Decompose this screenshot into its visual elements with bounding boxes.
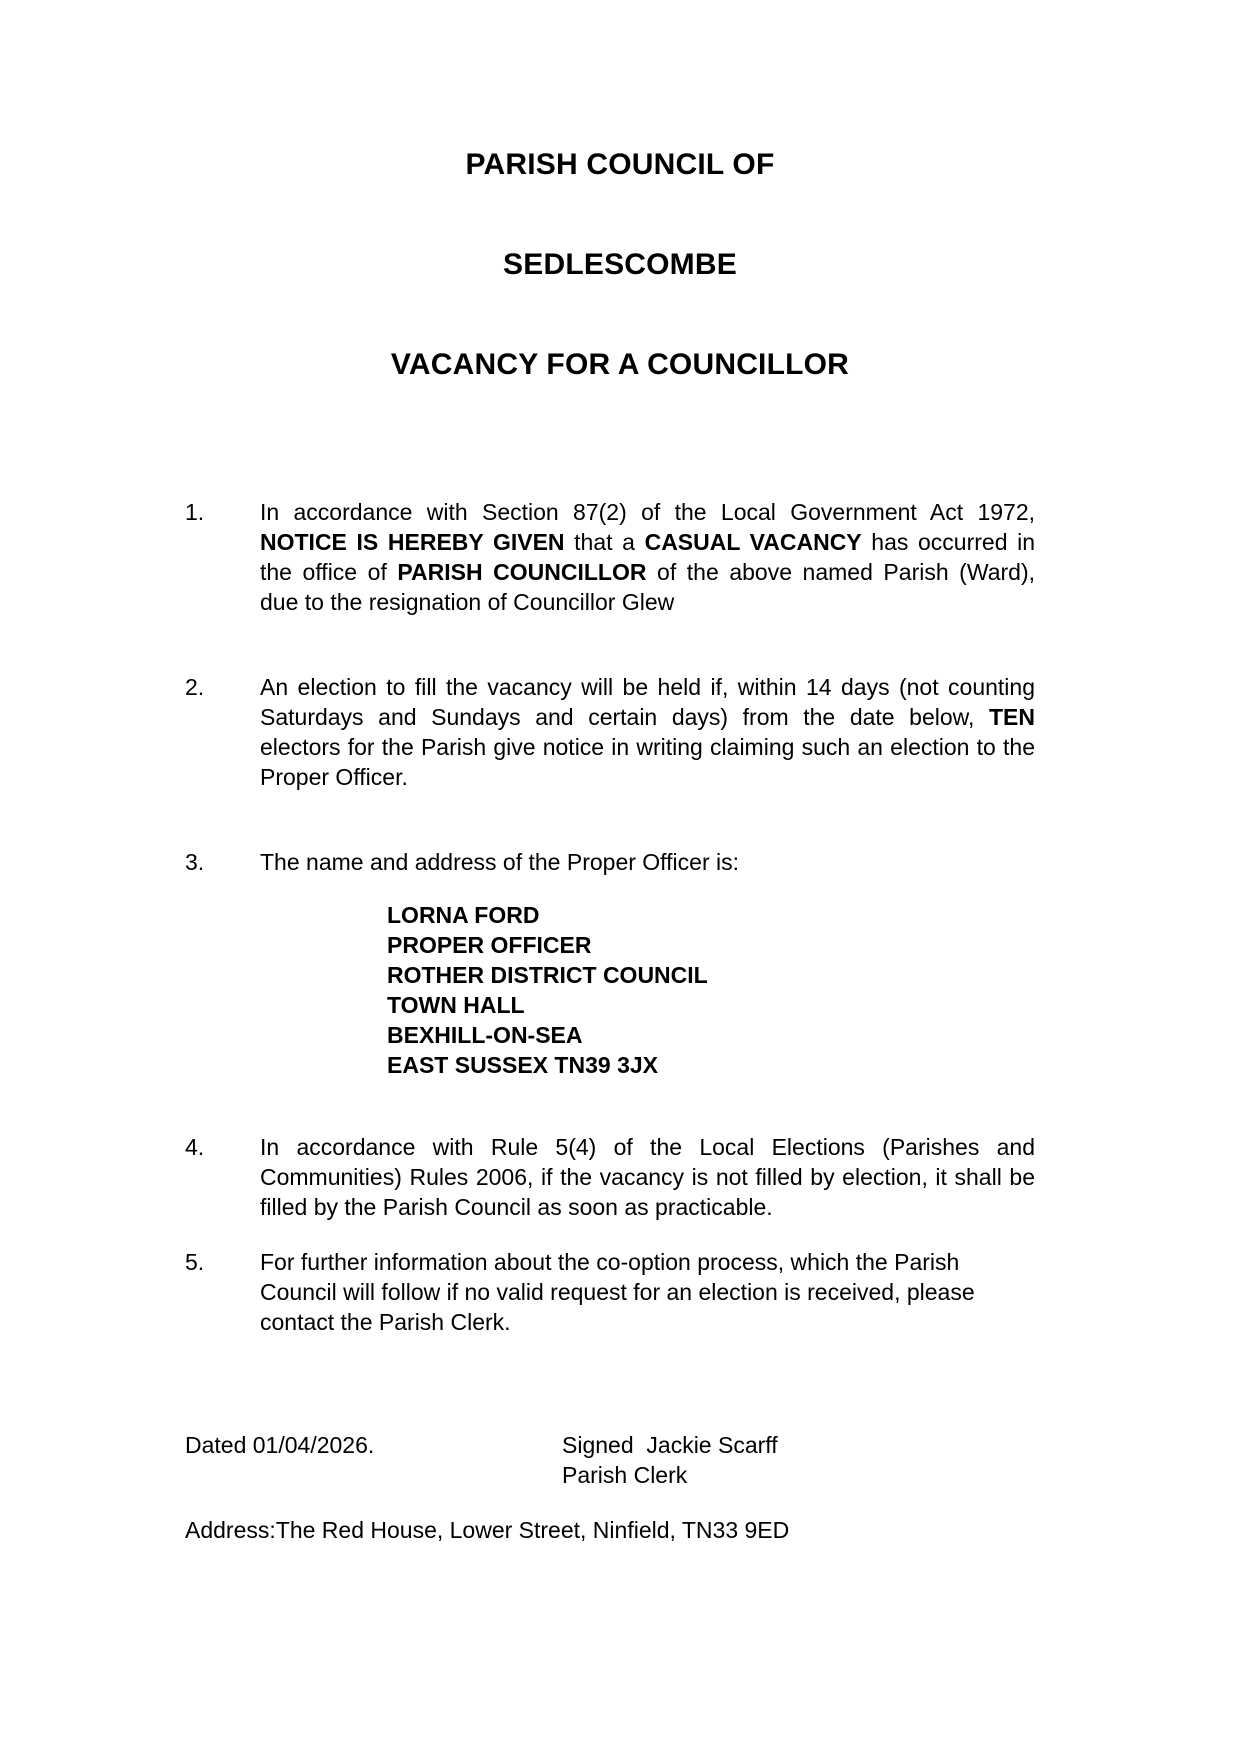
item-5-number: 5.: [185, 1249, 205, 1275]
notice-item-3: [185, 847, 1055, 877]
item-2-seg-ten: TEN: [989, 704, 1035, 730]
item-1-seg-casual-vacancy: CASUAL VACANCY: [644, 529, 862, 555]
officer-address-county-postcode: EAST SUSSEX TN39 3JX: [387, 1052, 658, 1078]
item-2-number: 2.: [185, 674, 205, 700]
dated-signed-row: [185, 1430, 1055, 1490]
clerk-line: Parish Clerk: [562, 1462, 688, 1488]
officer-address-name: LORNA FORD: [387, 902, 540, 928]
officer-address-role: PROPER OFFICER: [387, 932, 592, 958]
item-3-number: 3.: [185, 849, 205, 875]
officer-address-council: ROTHER DISTRICT COUNCIL: [387, 962, 708, 988]
signed-block: [562, 1430, 778, 1490]
item-1-seg-notice-is-hereby-given: NOTICE IS HEREBY GIVEN: [260, 529, 565, 555]
item-1-seg-0: In accordance with Section 87(2) of the Local Government Act 1972,: [260, 499, 1035, 525]
item-5-seg-0: For further information about the co-option process, which the Parish Council will follow if no valid request for an election is received, please contact the Parish Clerk.: [260, 1249, 975, 1335]
notice-item-1: [185, 497, 1055, 617]
item-2-text: [260, 672, 1035, 792]
doc-title-parish-council-of: PARISH COUNCIL OF: [465, 148, 775, 181]
notice-item-5: [185, 1247, 1055, 1337]
officer-address-town: BEXHILL-ON-SEA: [387, 1022, 583, 1048]
item-2-seg-2: electors for the Parish give notice in writing claiming such an election to the Proper Officer.: [260, 734, 1035, 790]
notice-item-4: [185, 1132, 1055, 1222]
item-1-number: 1.: [185, 499, 205, 525]
item-5-text: [260, 1247, 1035, 1337]
item-4-seg-0: In accordance with Rule 5(4) of the Local Elections (Parishes and Communities) Rules 2006, if the vacancy is not filled by election, it shall be filled by the Parish Council as soon as practicable.: [260, 1134, 1035, 1220]
item-4-number: 4.: [185, 1134, 205, 1160]
officer-address-building: TOWN HALL: [387, 992, 525, 1018]
item-1-text: [260, 497, 1035, 617]
clerk-address-line: Address:The Red House, Lower Street, Ninfield, TN33 9ED: [185, 1517, 790, 1543]
item-1-seg-parish-councillor: PARISH COUNCILLOR: [397, 559, 647, 585]
item-2-seg-0: An election to fill the vacancy will be held if, within 14 days (not counting Saturdays and Sundays and certain days) from the date below,: [260, 674, 1035, 730]
signed-line: Signed Jackie Scarff: [562, 1432, 778, 1458]
doc-title-vacancy: VACANCY FOR A COUNCILLOR: [390, 348, 850, 381]
proper-officer-address-block: [387, 900, 1055, 1080]
doc-title-parish-name: SEDLESCOMBE: [503, 248, 737, 281]
item-3-text: [260, 847, 1035, 877]
item-1-seg-2: that a: [564, 529, 645, 555]
item-4-text: [260, 1132, 1035, 1222]
notice-item-2: [185, 672, 1055, 792]
item-1-seg-4: has occurred in the office of: [260, 529, 1036, 585]
dated-line: Dated 01/04/2026.: [185, 1432, 375, 1458]
item-3-seg-0: The name and address of the Proper Officer is:: [260, 849, 739, 875]
item-1-seg-6: of the above named Parish (Ward), due to the resignation of Councillor Glew: [260, 559, 1035, 615]
